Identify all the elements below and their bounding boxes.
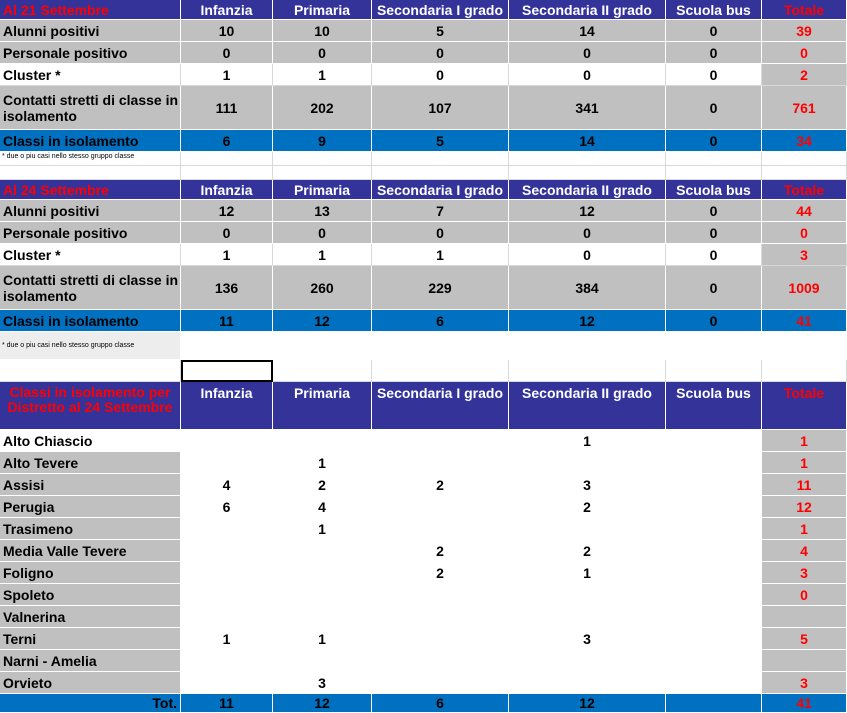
cell[interactable]: 14 <box>509 20 666 42</box>
footnote-row <box>0 332 847 360</box>
total-cell[interactable]: 12 <box>762 496 847 518</box>
cell[interactable] <box>762 332 847 360</box>
district-label[interactable]: Foligno <box>0 562 181 584</box>
cell[interactable] <box>762 360 847 382</box>
cell[interactable]: 260 <box>273 266 372 310</box>
district-row <box>0 518 847 540</box>
cell[interactable] <box>666 430 762 452</box>
row-label[interactable]: Contatti stretti di classe in isolamento <box>0 86 181 130</box>
section3-title[interactable]: Classi in isolamento per Distretto al 24 Settembre <box>0 382 181 430</box>
cell[interactable]: 1 <box>509 430 666 452</box>
cell[interactable] <box>762 166 847 180</box>
total-cell[interactable]: 761 <box>762 86 847 130</box>
cell[interactable] <box>273 540 372 562</box>
cell[interactable] <box>273 360 372 382</box>
cell[interactable] <box>273 332 372 360</box>
section1-header-row <box>0 0 847 20</box>
column-header-scuola-bus[interactable]: Scuola bus <box>666 0 762 20</box>
cell[interactable]: 5 <box>372 20 509 42</box>
total-cell[interactable]: 3 <box>762 672 847 694</box>
column-header-secondaria-i[interactable]: Secondaria I grado <box>372 0 509 20</box>
cell[interactable] <box>372 628 509 650</box>
cell[interactable]: 111 <box>181 86 273 130</box>
cell[interactable] <box>666 672 762 694</box>
cell[interactable] <box>273 584 372 606</box>
column-header-infanzia[interactable]: Infanzia <box>181 180 273 200</box>
district-label[interactable]: Perugia <box>0 496 181 518</box>
cell[interactable]: 0 <box>666 200 762 222</box>
table-row <box>0 42 847 64</box>
cell[interactable]: 3 <box>509 628 666 650</box>
cell[interactable] <box>273 430 372 452</box>
cell[interactable]: 0 <box>273 222 372 244</box>
column-header-secondaria-ii[interactable]: Secondaria II grado <box>509 382 666 430</box>
column-header-secondaria-ii[interactable]: Secondaria II grado <box>509 0 666 20</box>
column-header-infanzia[interactable]: Infanzia <box>181 0 273 20</box>
column-header-infanzia[interactable]: Infanzia <box>181 382 273 430</box>
cell[interactable]: 12 <box>509 694 666 713</box>
total-cell[interactable] <box>762 606 847 628</box>
footnote[interactable]: * due o piu casi nello stesso gruppo classe <box>0 332 181 360</box>
cell[interactable] <box>666 452 762 474</box>
total-cell[interactable]: 11 <box>762 474 847 496</box>
selected-cell-cursor[interactable] <box>181 360 273 382</box>
cell[interactable]: 107 <box>372 86 509 130</box>
table-row <box>0 266 847 310</box>
cell[interactable]: 2 <box>509 496 666 518</box>
cell[interactable] <box>273 166 372 180</box>
cell[interactable]: 384 <box>509 266 666 310</box>
table-row <box>0 64 847 86</box>
district-row <box>0 474 847 496</box>
total-cell[interactable]: 0 <box>762 42 847 64</box>
cell[interactable]: 0 <box>372 42 509 64</box>
cell[interactable] <box>509 518 666 540</box>
cell[interactable]: 14 <box>509 130 666 152</box>
column-header-secondaria-i[interactable]: Secondaria I grado <box>372 180 509 200</box>
district-label[interactable]: Assisi <box>0 474 181 496</box>
table-row <box>0 86 847 130</box>
district-label[interactable]: Orvieto <box>0 672 181 694</box>
cell[interactable]: 0 <box>372 64 509 86</box>
footnote-row <box>0 152 847 166</box>
cell[interactable] <box>181 152 273 166</box>
cell[interactable]: 341 <box>509 86 666 130</box>
column-header-totale[interactable]: Totale <box>762 0 847 20</box>
cell[interactable] <box>666 496 762 518</box>
total-cell[interactable]: 34 <box>762 130 847 152</box>
cell[interactable] <box>372 152 509 166</box>
district-label[interactable]: Terni <box>0 628 181 650</box>
cell[interactable]: 0 <box>509 222 666 244</box>
row-label[interactable]: Personale positivo <box>0 222 181 244</box>
district-label[interactable]: Media Valle Tevere <box>0 540 181 562</box>
section2-title[interactable]: Al 24 Settembre <box>0 180 181 200</box>
cell[interactable]: 12 <box>509 310 666 332</box>
cell[interactable]: 11 <box>181 694 273 713</box>
total-cell[interactable]: 1009 <box>762 266 847 310</box>
empty-row <box>0 166 847 180</box>
cell[interactable] <box>666 360 762 382</box>
cell[interactable]: 0 <box>666 244 762 266</box>
cell[interactable]: 6 <box>181 130 273 152</box>
district-label[interactable]: Spoleto <box>0 584 181 606</box>
cell[interactable]: 1 <box>273 628 372 650</box>
cell[interactable] <box>181 584 273 606</box>
total-cell[interactable]: 1 <box>762 518 847 540</box>
cell[interactable]: 0 <box>273 42 372 64</box>
table-row <box>0 310 847 332</box>
cell[interactable]: 12 <box>273 694 372 713</box>
cell[interactable] <box>181 540 273 562</box>
cell[interactable]: 10 <box>273 20 372 42</box>
cell[interactable]: 12 <box>181 200 273 222</box>
district-row <box>0 672 847 694</box>
cell[interactable]: 4 <box>273 496 372 518</box>
district-label[interactable]: Alto Chiascio <box>0 430 181 452</box>
cell[interactable] <box>666 332 762 360</box>
table-row <box>0 130 847 152</box>
cell[interactable]: 1 <box>372 244 509 266</box>
cell[interactable] <box>372 360 509 382</box>
cell[interactable]: 0 <box>666 130 762 152</box>
cell[interactable] <box>509 606 666 628</box>
section2-header-row <box>0 180 847 200</box>
cell[interactable] <box>372 650 509 672</box>
cell[interactable]: 0 <box>372 222 509 244</box>
cell[interactable] <box>372 452 509 474</box>
cell[interactable] <box>509 650 666 672</box>
cell[interactable]: 6 <box>372 310 509 332</box>
row-label[interactable]: Cluster * <box>0 244 181 266</box>
cell[interactable]: 13 <box>273 200 372 222</box>
cell[interactable]: 9 <box>273 130 372 152</box>
cell[interactable] <box>181 518 273 540</box>
row-label[interactable]: Classi in isolamento <box>0 310 181 332</box>
district-row <box>0 562 847 584</box>
cell[interactable] <box>666 694 762 713</box>
total-cell[interactable]: 3 <box>762 562 847 584</box>
cell[interactable] <box>666 628 762 650</box>
district-row <box>0 606 847 628</box>
cell[interactable] <box>762 152 847 166</box>
cell[interactable] <box>273 606 372 628</box>
column-header-totale[interactable]: Totale <box>762 180 847 200</box>
total-cell[interactable]: 0 <box>762 222 847 244</box>
total-cell[interactable] <box>762 650 847 672</box>
row-label[interactable]: Alunni positivi <box>0 200 181 222</box>
cell[interactable] <box>666 650 762 672</box>
table-row <box>0 20 847 42</box>
cell[interactable]: 202 <box>273 86 372 130</box>
district-row <box>0 430 847 452</box>
cell[interactable]: 1 <box>181 244 273 266</box>
cell[interactable]: 0 <box>666 42 762 64</box>
total-cell[interactable]: 5 <box>762 628 847 650</box>
cell[interactable]: 1 <box>181 64 273 86</box>
column-header-primaria[interactable]: Primaria <box>273 180 372 200</box>
total-cell[interactable]: 4 <box>762 540 847 562</box>
cell[interactable]: 10 <box>181 20 273 42</box>
cell[interactable]: 1 <box>273 244 372 266</box>
cell[interactable] <box>181 606 273 628</box>
total-label[interactable]: Tot. <box>0 694 181 713</box>
total-cell[interactable]: 41 <box>762 310 847 332</box>
cell[interactable]: 0 <box>509 244 666 266</box>
district-label[interactable]: Trasimeno <box>0 518 181 540</box>
district-row <box>0 628 847 650</box>
cell[interactable]: 0 <box>666 86 762 130</box>
column-header-secondaria-i[interactable]: Secondaria I grado <box>372 382 509 430</box>
cell[interactable] <box>181 650 273 672</box>
cell[interactable]: 2 <box>372 540 509 562</box>
cell[interactable] <box>372 584 509 606</box>
cell[interactable] <box>509 152 666 166</box>
total-cell[interactable]: 39 <box>762 20 847 42</box>
cell[interactable]: 0 <box>666 310 762 332</box>
row-label[interactable]: Contatti stretti di classe in isolamento <box>0 266 181 310</box>
cell[interactable] <box>509 584 666 606</box>
cell[interactable]: 0 <box>509 64 666 86</box>
cell[interactable] <box>509 332 666 360</box>
total-cell[interactable]: 44 <box>762 200 847 222</box>
cell[interactable] <box>509 360 666 382</box>
total-cell[interactable]: 1 <box>762 430 847 452</box>
section1-title[interactable]: Al 21 Settembre <box>0 0 181 20</box>
cell[interactable] <box>509 672 666 694</box>
cell[interactable] <box>273 562 372 584</box>
total-cell[interactable]: 41 <box>762 694 847 713</box>
cell[interactable]: 2 <box>509 540 666 562</box>
total-cell[interactable]: 1 <box>762 452 847 474</box>
cell[interactable]: 229 <box>372 266 509 310</box>
cell[interactable]: 3 <box>273 672 372 694</box>
cell[interactable]: 0 <box>666 64 762 86</box>
cell[interactable] <box>666 540 762 562</box>
cell[interactable] <box>372 496 509 518</box>
column-header-primaria[interactable]: Primaria <box>273 0 372 20</box>
column-header-scuola-bus[interactable]: Scuola bus <box>666 382 762 430</box>
cell[interactable] <box>372 166 509 180</box>
district-label[interactable]: Narni - Amelia <box>0 650 181 672</box>
row-label[interactable]: Cluster * <box>0 64 181 86</box>
cell[interactable]: 5 <box>372 130 509 152</box>
table-row <box>0 222 847 244</box>
cell[interactable] <box>181 672 273 694</box>
total-cell[interactable]: 0 <box>762 584 847 606</box>
cell[interactable] <box>372 606 509 628</box>
cell[interactable]: 2 <box>273 474 372 496</box>
cell[interactable]: 3 <box>509 474 666 496</box>
cell[interactable]: 2 <box>372 562 509 584</box>
cell[interactable]: 136 <box>181 266 273 310</box>
cell[interactable] <box>273 650 372 672</box>
cell[interactable]: 6 <box>372 694 509 713</box>
total-row <box>0 694 847 713</box>
cell[interactable] <box>509 452 666 474</box>
section3-header-row <box>0 382 847 430</box>
table-row <box>0 244 847 266</box>
cell[interactable]: 11 <box>181 310 273 332</box>
cell[interactable] <box>372 518 509 540</box>
row-label[interactable]: Classi in isolamento <box>0 130 181 152</box>
cell[interactable]: 2 <box>372 474 509 496</box>
cell[interactable] <box>666 562 762 584</box>
total-cell[interactable]: 2 <box>762 64 847 86</box>
table-row <box>0 200 847 222</box>
cell[interactable]: 0 <box>666 222 762 244</box>
district-label[interactable]: Valnerina <box>0 606 181 628</box>
cell[interactable] <box>0 166 181 180</box>
footnote[interactable]: * due o piu casi nello stesso gruppo classe <box>0 152 181 166</box>
cell[interactable]: 0 <box>666 266 762 310</box>
cell[interactable] <box>181 332 273 360</box>
cell[interactable] <box>0 360 181 382</box>
row-label[interactable]: Personale positivo <box>0 42 181 64</box>
cell[interactable] <box>273 152 372 166</box>
district-row <box>0 496 847 518</box>
column-header-scuola-bus[interactable]: Scuola bus <box>666 180 762 200</box>
cell[interactable]: 1 <box>273 518 372 540</box>
empty-row <box>0 360 847 382</box>
cell[interactable]: 7 <box>372 200 509 222</box>
total-cell[interactable]: 3 <box>762 244 847 266</box>
cell[interactable]: 6 <box>181 496 273 518</box>
cell[interactable] <box>666 606 762 628</box>
cell[interactable]: 1 <box>273 452 372 474</box>
cell[interactable]: 1 <box>181 628 273 650</box>
column-header-secondaria-ii[interactable]: Secondaria II grado <box>509 180 666 200</box>
column-header-totale[interactable]: Totale <box>762 382 847 430</box>
cell[interactable]: 1 <box>509 562 666 584</box>
cell[interactable] <box>181 452 273 474</box>
cell[interactable]: 1 <box>273 64 372 86</box>
row-label[interactable]: Alunni positivi <box>0 20 181 42</box>
cell[interactable]: 0 <box>666 20 762 42</box>
column-header-primaria[interactable]: Primaria <box>273 382 372 430</box>
cell[interactable]: 12 <box>273 310 372 332</box>
cell[interactable]: 0 <box>181 42 273 64</box>
district-row <box>0 452 847 474</box>
cell[interactable] <box>181 430 273 452</box>
cell[interactable] <box>372 430 509 452</box>
district-label[interactable]: Alto Tevere <box>0 452 181 474</box>
cell[interactable] <box>666 166 762 180</box>
district-row <box>0 650 847 672</box>
district-row <box>0 584 847 606</box>
cell[interactable] <box>666 518 762 540</box>
cell[interactable]: 4 <box>181 474 273 496</box>
cell[interactable]: 12 <box>509 200 666 222</box>
cell[interactable] <box>372 332 509 360</box>
cell[interactable] <box>372 672 509 694</box>
cell[interactable] <box>509 166 666 180</box>
cell[interactable] <box>666 474 762 496</box>
cell[interactable] <box>666 584 762 606</box>
district-row <box>0 540 847 562</box>
cell[interactable] <box>181 166 273 180</box>
cell[interactable]: 0 <box>509 42 666 64</box>
cell[interactable] <box>666 152 762 166</box>
cell[interactable]: 0 <box>181 222 273 244</box>
cell[interactable] <box>181 562 273 584</box>
